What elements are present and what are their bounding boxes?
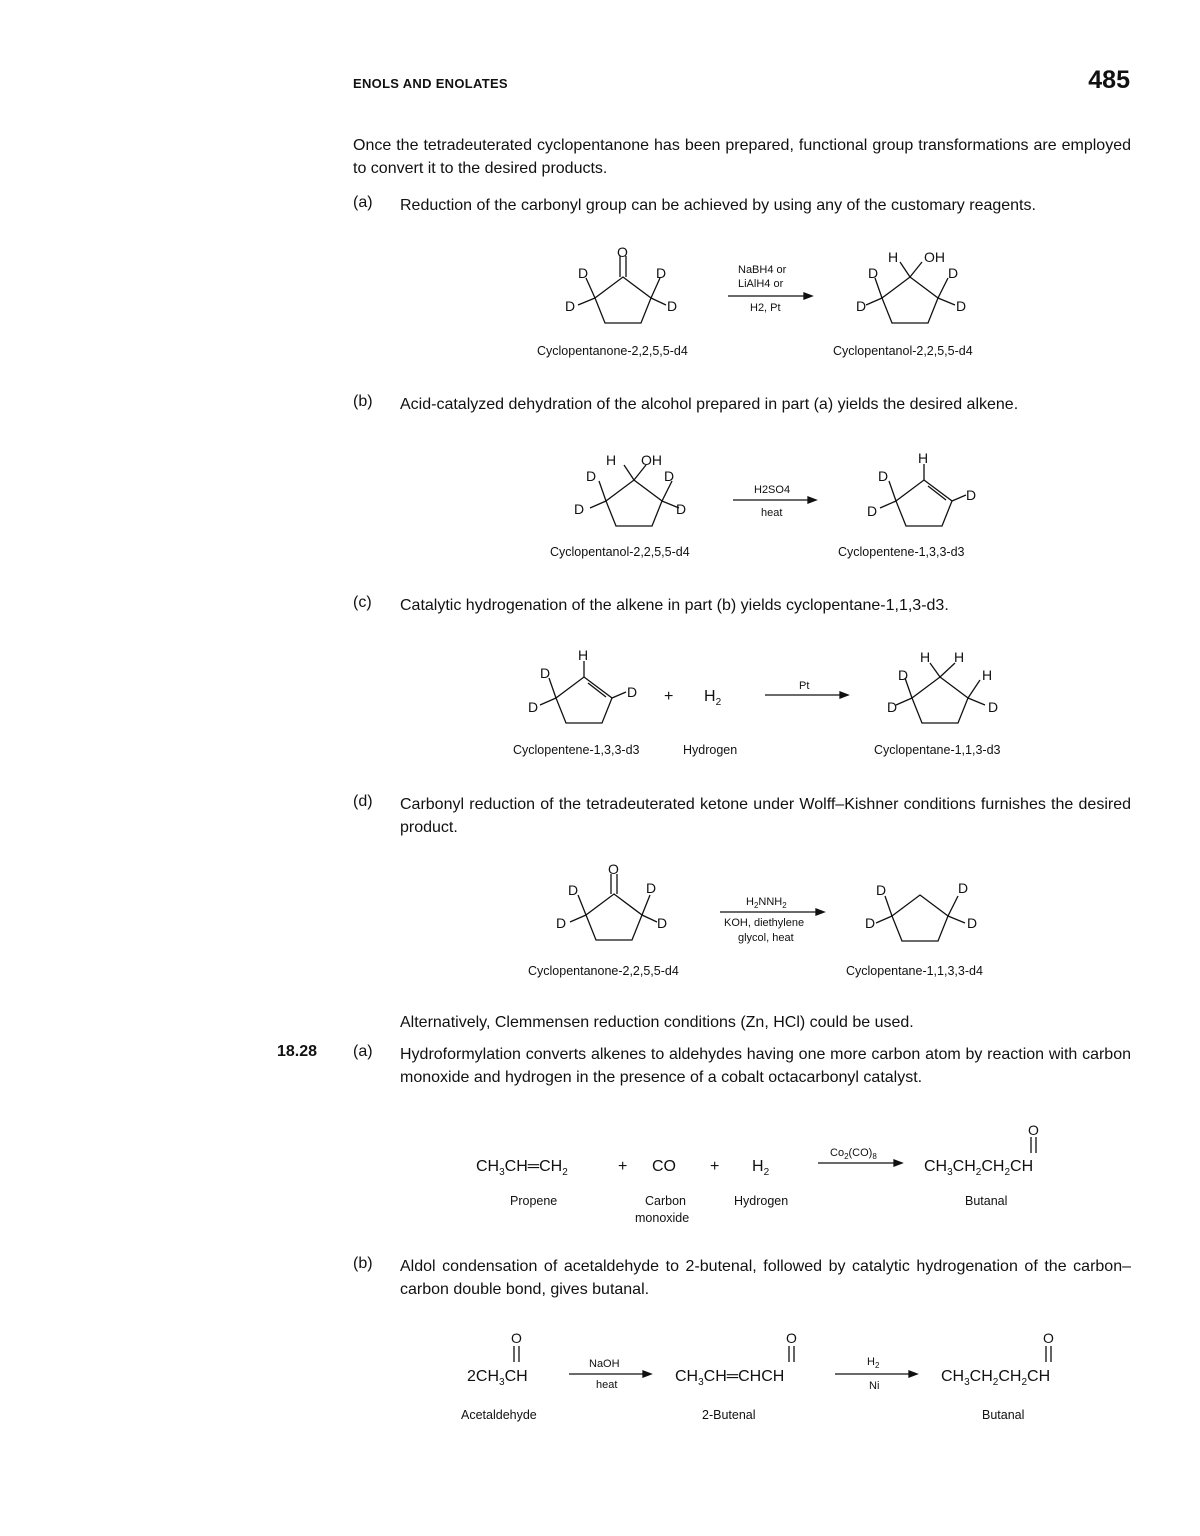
reagent-line: $H_2$ bbox=[867, 1356, 880, 1370]
atom-d: D bbox=[667, 298, 678, 314]
caption-alkane-113: Cyclopentane-1,1,3-d3 bbox=[874, 743, 1001, 757]
item-b-text: Acid-catalyzed dehydration of the alcohol prepared in part (a) yields the desired alkene. bbox=[400, 396, 1019, 413]
atom-h: H bbox=[954, 649, 965, 665]
plus-sign: + bbox=[710, 1158, 720, 1175]
h2-reactant: $H_2$ bbox=[704, 688, 722, 708]
atom-oh: OH bbox=[641, 452, 662, 468]
caption-alcohol-b: Cyclopentanol-2,2,5,5-d4 bbox=[550, 545, 690, 559]
formula-acetaldehyde: $2CH_3CH$ bbox=[467, 1368, 528, 1388]
item-c-label: (c) bbox=[353, 594, 372, 611]
atom-d: D bbox=[878, 468, 889, 484]
atom-d: D bbox=[958, 880, 969, 896]
atom-d: D bbox=[657, 915, 668, 931]
caption-butenal: 2-Butenal bbox=[702, 1408, 756, 1422]
caption-propene: Propene bbox=[510, 1194, 558, 1208]
item-b-label: (b) bbox=[353, 393, 373, 410]
atom-d: D bbox=[586, 468, 597, 484]
caption-alkene-b: Cyclopentene-1,3,3-d3 bbox=[838, 545, 965, 559]
atom-d: D bbox=[868, 265, 879, 281]
reagent-line: KOH, diethylene bbox=[724, 917, 805, 929]
atom-d: D bbox=[540, 665, 551, 681]
caption-ketone: Cyclopentanone-2,2,5,5-d4 bbox=[537, 344, 688, 358]
atom-o: O bbox=[511, 1330, 522, 1346]
item-d-text: Carbonyl reduction of the tetradeuterated ketone under Wolff–Kishner conditions furnishes the desired product. bbox=[400, 796, 1131, 836]
caption-co: monoxide bbox=[635, 1211, 690, 1225]
arrow-f bbox=[569, 1358, 651, 1391]
reagent-line: LiAlH4 or bbox=[738, 278, 784, 290]
atom-d: D bbox=[578, 265, 589, 281]
atom-d: D bbox=[865, 915, 876, 931]
atom-h: H bbox=[920, 649, 931, 665]
atom-o: O bbox=[608, 861, 619, 877]
formula-h2: $H_2$ bbox=[752, 1158, 770, 1178]
plus-sign: + bbox=[618, 1158, 628, 1175]
atom-d: D bbox=[568, 882, 579, 898]
reagent-line: $Co_2(CO)_8$ bbox=[830, 1147, 877, 1161]
problem-a-label: (a) bbox=[353, 1043, 373, 1060]
caption-ketone-d: Cyclopentanone-2,2,5,5-d4 bbox=[528, 964, 679, 978]
caption-alkane-1133: Cyclopentane-1,1,3,3-d4 bbox=[846, 964, 983, 978]
atom-d: D bbox=[627, 684, 638, 700]
problem-number: 18.28 bbox=[277, 1043, 318, 1060]
reagent-line: NaOH bbox=[589, 1358, 620, 1370]
atom-d: D bbox=[556, 915, 567, 931]
reagent-line: $H_2NNH_2$ bbox=[746, 896, 787, 910]
formula-co: CO bbox=[652, 1158, 676, 1175]
reagent-line: heat bbox=[761, 507, 783, 519]
atom-h: H bbox=[982, 667, 993, 683]
arrow-g bbox=[835, 1356, 917, 1392]
plus-sign: + bbox=[664, 688, 674, 705]
formula-butanal-b: $CH_3CH_2CH_2CH$ bbox=[941, 1368, 1051, 1388]
atom-d: D bbox=[956, 298, 967, 314]
atom-d: D bbox=[574, 501, 585, 517]
intro-paragraph: Once the tetradeuterated cyclopentanone has been prepared, functional group transformations are employed to convert it to the desired products. bbox=[353, 137, 1131, 177]
atom-d: D bbox=[948, 265, 959, 281]
caption-hydrogen: Hydrogen bbox=[734, 1194, 789, 1208]
atom-d: D bbox=[646, 880, 657, 896]
item-c-text: Catalytic hydrogenation of the alkene in part (b) yields cyclopentane-1,1,3-d3. bbox=[400, 597, 949, 614]
caption-acetaldehyde: Acetaldehyde bbox=[461, 1408, 537, 1422]
reagent-line: H2, Pt bbox=[750, 302, 781, 314]
reagent-line: Ni bbox=[869, 1380, 880, 1392]
formula-butenal: $CH_3CH═CHCH$ bbox=[675, 1368, 785, 1388]
atom-d: D bbox=[966, 487, 977, 503]
caption-alcohol: Cyclopentanol-2,2,5,5-d4 bbox=[833, 344, 973, 358]
formula-butanal: $CH_3CH_2CH_2CH$ bbox=[924, 1158, 1034, 1178]
caption-butanal-b: Butanal bbox=[982, 1408, 1025, 1422]
caption-butanal: Butanal bbox=[965, 1194, 1008, 1208]
problem-a-text: Hydroformylation converts alkenes to aldehydes having one more carbon atom by reaction with carbon monoxide and hydrogen in the presence of a cobalt octacarbonyl catalyst. bbox=[400, 1046, 1131, 1086]
atom-d: D bbox=[565, 298, 576, 314]
item-d-label: (d) bbox=[353, 793, 373, 810]
atom-d: D bbox=[887, 699, 898, 715]
reagent-line: Pt bbox=[799, 680, 810, 692]
caption-alkene-c: Cyclopentene-1,3,3-d3 bbox=[513, 743, 640, 757]
atom-d: D bbox=[967, 915, 978, 931]
atom-d: D bbox=[664, 468, 675, 484]
problem-b-text: Aldol condensation of acetaldehyde to 2-butenal, followed by catalytic hydrogenation of the carbon–carbon double bond, gives butanal. bbox=[400, 1258, 1131, 1298]
atom-d: D bbox=[656, 265, 667, 281]
atom-o: O bbox=[617, 244, 628, 260]
caption-hydrogen-c: Hydrogen bbox=[683, 743, 738, 757]
atom-d: D bbox=[876, 882, 887, 898]
reagent-line: glycol, heat bbox=[738, 932, 794, 944]
atom-d: D bbox=[867, 503, 878, 519]
atom-o: O bbox=[1043, 1330, 1054, 1346]
atom-d: D bbox=[856, 298, 867, 314]
atom-oh: OH bbox=[924, 249, 945, 265]
atom-d: D bbox=[676, 501, 687, 517]
reagent-line: H2SO4 bbox=[754, 484, 791, 496]
caption-co: Carbon bbox=[645, 1194, 686, 1208]
atom-d: D bbox=[988, 699, 999, 715]
atom-h: H bbox=[888, 249, 899, 265]
atom-d: D bbox=[898, 667, 909, 683]
atom-d: D bbox=[528, 699, 539, 715]
atom-o: O bbox=[786, 1330, 797, 1346]
atom-h: H bbox=[606, 452, 617, 468]
formula-propene: $CH_3CH═CH_2$ bbox=[476, 1158, 568, 1178]
atom-o: O bbox=[1028, 1122, 1039, 1138]
item-a-text: Reduction of the carbonyl group can be achieved by using any of the customary reagents. bbox=[400, 197, 1036, 214]
atom-h: H bbox=[918, 450, 929, 466]
reagent-line: NaBH4 or bbox=[738, 264, 787, 276]
item-a-label: (a) bbox=[353, 194, 373, 211]
atom-h: H bbox=[578, 647, 589, 663]
alternative-note: Alternatively, Clemmensen reduction conditions (Zn, HCl) could be used. bbox=[400, 1014, 914, 1031]
problem-b-label: (b) bbox=[353, 1255, 373, 1272]
running-header: ENOLS AND ENOLATES bbox=[353, 76, 508, 91]
reagent-line: heat bbox=[596, 1379, 618, 1391]
page-number: 485 bbox=[1088, 66, 1130, 94]
